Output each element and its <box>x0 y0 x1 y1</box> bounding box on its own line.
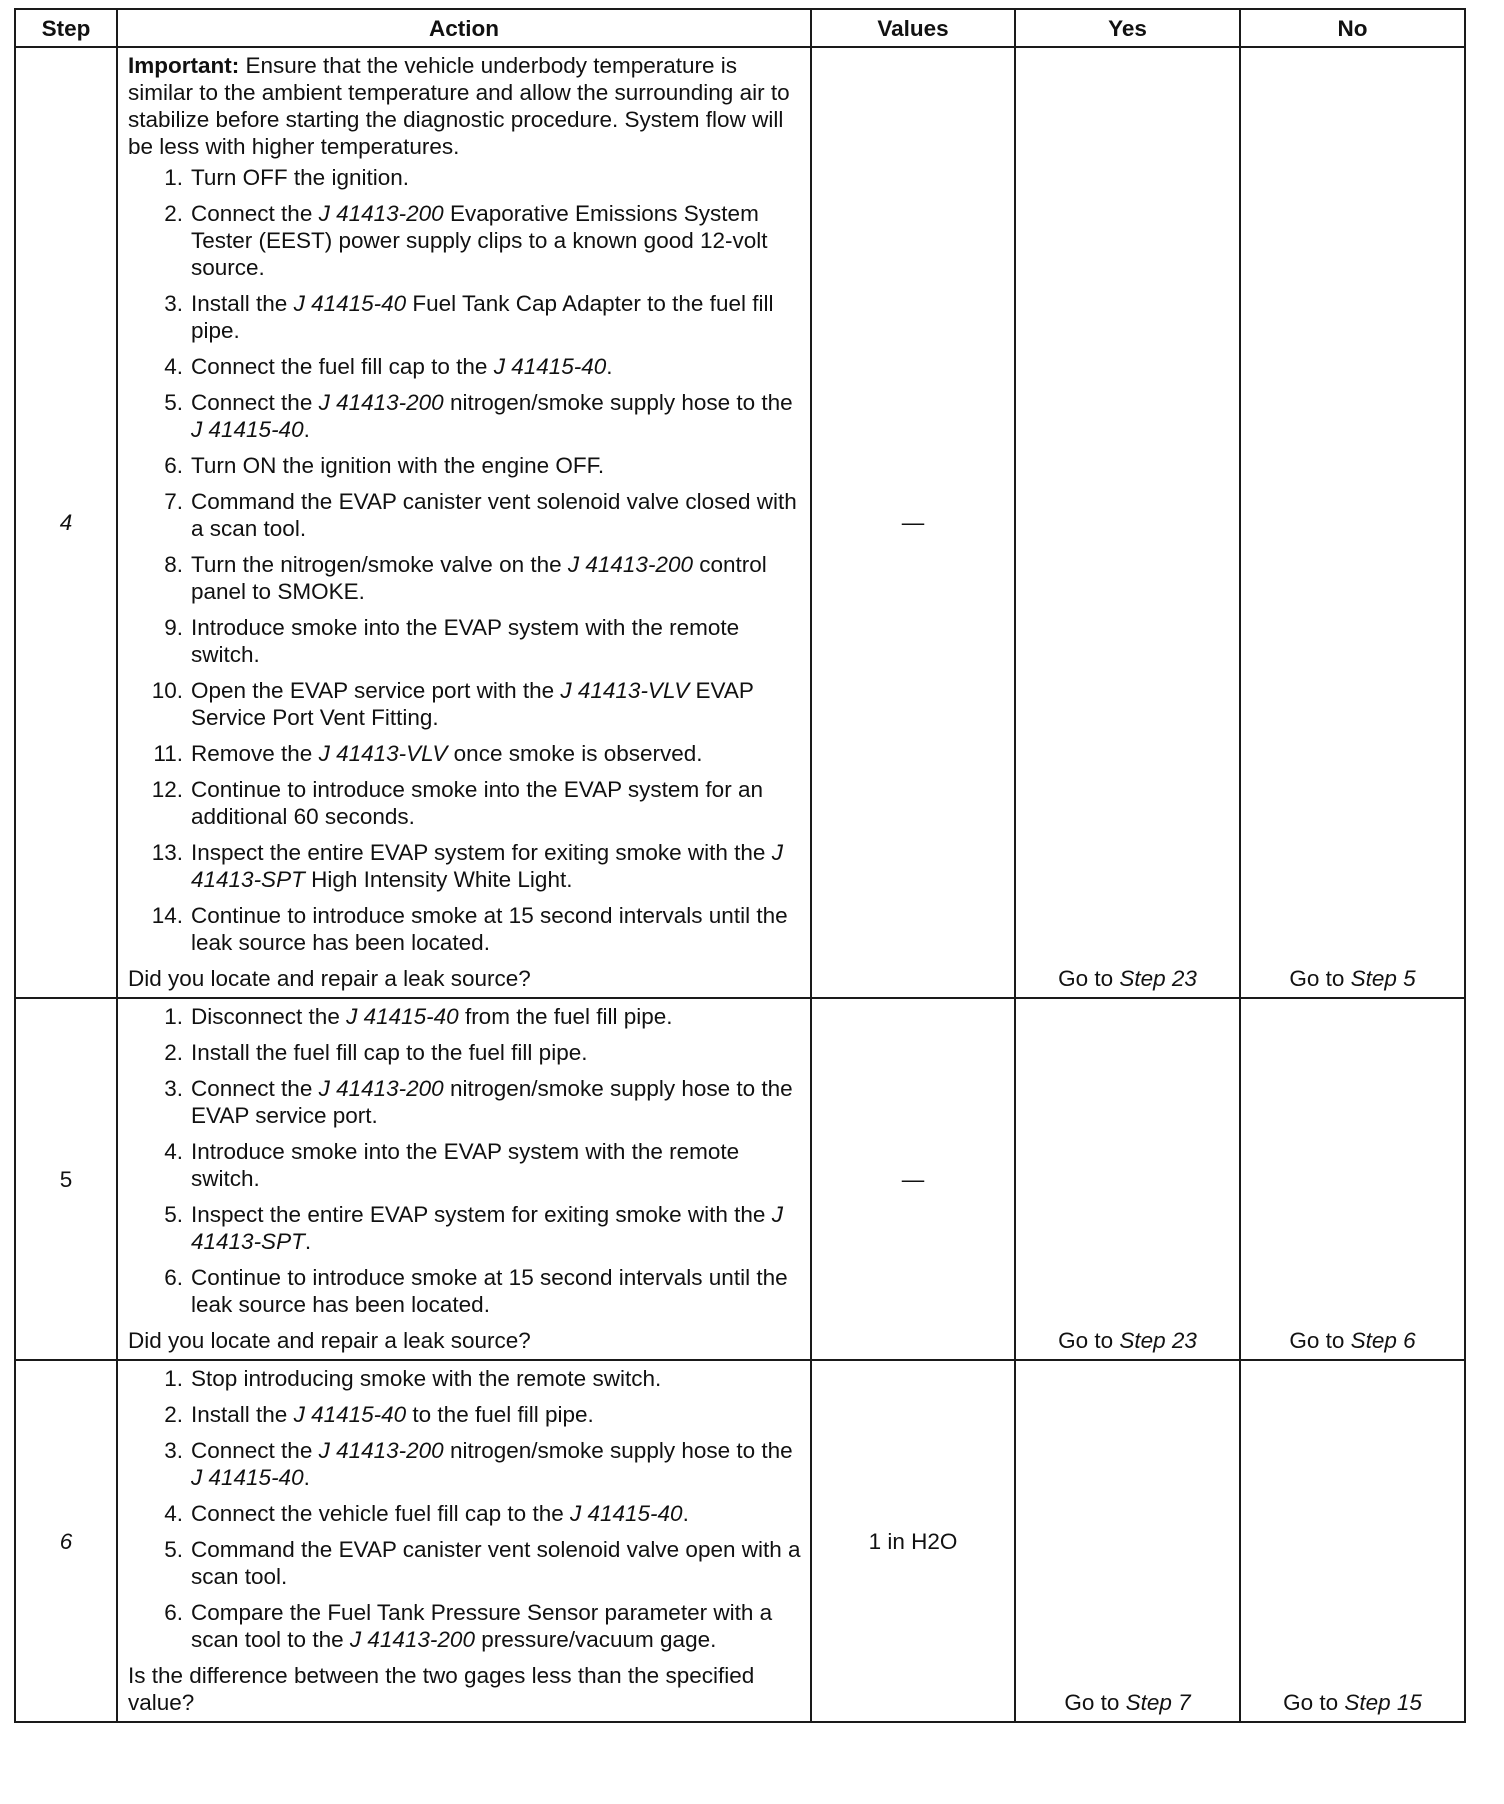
substep-number: 5. <box>164 1537 183 1562</box>
substep <box>128 1138 802 1192</box>
tool-number: J 41415-40 <box>493 354 607 379</box>
tool-number: J 41413-200 <box>318 201 444 226</box>
table-row <box>15 998 1465 1360</box>
no-step-ref[interactable]: Step 15 <box>1344 1690 1422 1715</box>
text-segment: once smoke is observed. <box>447 741 703 766</box>
substep <box>128 1401 802 1428</box>
text-segment: Introduce smoke into the EVAP system with the remote switch. <box>191 1139 740 1191</box>
substep-text <box>191 389 802 443</box>
no-cell <box>1240 1360 1465 1722</box>
substep <box>128 1599 802 1653</box>
substep-text <box>191 902 802 956</box>
text-segment: Command the EVAP canister vent solenoid valve closed with a scan tool. <box>191 489 797 541</box>
substep <box>128 164 802 191</box>
substep-list <box>128 1003 802 1318</box>
substep-list <box>128 164 802 956</box>
substep-number: 5. <box>164 390 183 415</box>
header-yes: Yes <box>1015 9 1240 47</box>
yes-step-ref[interactable]: Step 23 <box>1119 966 1197 991</box>
text-segment: Connect the vehicle fuel fill cap to the <box>191 1501 570 1526</box>
tool-number: J 41413-VLV <box>560 678 690 703</box>
substep <box>128 776 802 830</box>
substep <box>128 1003 802 1030</box>
substep-text <box>191 1437 802 1491</box>
yes-cell <box>1015 47 1240 998</box>
table-row <box>15 1360 1465 1722</box>
text-segment: Open the EVAP service port with the <box>191 678 561 703</box>
text-segment: Inspect the entire EVAP system for exiting smoke with the <box>191 1202 772 1227</box>
text-segment: Compare the Fuel Tank Pressure Sensor parameter with a scan tool to the <box>191 1600 773 1652</box>
substep <box>128 488 802 542</box>
substep-number: 6. <box>164 1600 183 1625</box>
substep-number: 10. <box>151 678 183 703</box>
substep <box>128 839 802 893</box>
text-segment: . <box>303 1465 310 1490</box>
action-cell <box>117 1360 811 1722</box>
action-cell <box>117 998 811 1360</box>
question: Did you locate and repair a leak source? <box>128 1328 531 1353</box>
tool-number: J 41415-40 <box>191 417 304 442</box>
tool-number: J 41413-200 <box>318 1076 444 1101</box>
text-segment: from the fuel fill pipe. <box>458 1004 673 1029</box>
substep-number: 1. <box>164 1004 183 1029</box>
substep <box>128 1264 802 1318</box>
no-step-ref[interactable]: Step 5 <box>1350 966 1416 991</box>
substep-text <box>191 452 802 479</box>
text-segment: . <box>303 417 310 442</box>
substep-number: 5. <box>164 1202 183 1227</box>
substep-number: 1. <box>164 165 183 190</box>
text-segment: Turn OFF the ignition. <box>191 165 410 190</box>
substep-number: 9. <box>164 615 183 640</box>
no-prefix: Go to <box>1289 1328 1351 1353</box>
text-segment: Connect the <box>191 390 319 415</box>
substep-number: 14. <box>151 903 183 928</box>
substep-text <box>191 200 802 281</box>
text-segment: nitrogen/smoke supply hose to the <box>443 1438 793 1463</box>
substep <box>128 452 802 479</box>
no-prefix: Go to <box>1283 1690 1345 1715</box>
substep-number: 2. <box>164 201 183 226</box>
header-action: Action <box>117 9 811 47</box>
tool-number: J 41413-200 <box>567 552 693 577</box>
substep-text <box>191 740 802 767</box>
yes-prefix: Go to <box>1058 966 1120 991</box>
substep-number: 4. <box>164 354 183 379</box>
substep-text <box>191 1039 802 1066</box>
substep-text <box>191 1264 802 1318</box>
no-cell <box>1240 998 1465 1360</box>
substep-text <box>191 1536 802 1590</box>
value-cell: — <box>811 47 1015 998</box>
substep-list <box>128 1365 802 1653</box>
substep <box>128 200 802 281</box>
question: Is the difference between the two gages less than the specified value? <box>128 1663 755 1715</box>
tool-number: J 41415-40 <box>191 1465 304 1490</box>
substep-text <box>191 1599 802 1653</box>
action-cell <box>117 47 811 998</box>
tool-number: J 41413-VLV <box>318 741 448 766</box>
substep-number: 3. <box>164 1438 183 1463</box>
substep-text <box>191 839 802 893</box>
substep-text <box>191 488 802 542</box>
substep-text <box>191 1201 802 1255</box>
text-segment: Turn ON the ignition with the engine OFF. <box>191 453 605 478</box>
substep-number: 7. <box>164 489 183 514</box>
important-text: Ensure that the vehicle underbody temperature is similar to the ambient temperature and allow the surrounding air to stabilize before starting the diagnostic procedure. System flow will be less with higher temperatures. <box>128 53 790 159</box>
substep <box>128 353 802 380</box>
substep-text <box>191 290 802 344</box>
text-segment: Remove the <box>191 741 319 766</box>
text-segment: Install the <box>191 291 294 316</box>
tool-number: J 41415-40 <box>293 1402 407 1427</box>
text-segment: Continue to introduce smoke into the EVAP system for an additional 60 seconds. <box>191 777 763 829</box>
tool-number: J 41413-200 <box>318 390 444 415</box>
tool-number: J 41415-40 <box>346 1004 459 1029</box>
text-segment: Turn the nitrogen/smoke valve on the <box>191 552 568 577</box>
value-cell: 1 in H2O <box>811 1360 1015 1722</box>
text-segment: Disconnect the <box>191 1004 347 1029</box>
substep-number: 4. <box>164 1501 183 1526</box>
tool-number: J 41413-SPT <box>191 840 783 892</box>
text-segment: . <box>304 1229 312 1254</box>
substep-text <box>191 164 802 191</box>
header-row <box>15 9 1465 47</box>
no-prefix: Go to <box>1289 966 1351 991</box>
text-segment: control panel to SMOKE. <box>191 552 767 604</box>
tool-number: J 41413-SPT <box>191 1202 783 1254</box>
header-no: No <box>1240 9 1465 47</box>
substep-number: 1. <box>164 1366 183 1391</box>
substep-text <box>191 1003 802 1030</box>
substep-text <box>191 677 802 731</box>
substep-text <box>191 614 802 668</box>
text-segment: Introduce smoke into the EVAP system with the remote switch. <box>191 615 740 667</box>
step-number: 6 <box>15 1360 117 1722</box>
substep-text <box>191 353 802 380</box>
header-values: Values <box>811 9 1015 47</box>
text-segment: Connect the <box>191 1438 319 1463</box>
substep <box>128 677 802 731</box>
substep <box>128 1039 802 1066</box>
text-segment: Continue to introduce smoke at 15 second intervals until the leak source has been located. <box>191 903 788 955</box>
text-segment: EVAP Service Port Vent Fitting. <box>191 678 754 730</box>
tool-number: J 41413-200 <box>318 1438 444 1463</box>
tool-number: J 41415-40 <box>569 1501 683 1526</box>
substep <box>128 1500 802 1527</box>
substep <box>128 740 802 767</box>
substep-number: 3. <box>164 291 183 316</box>
important-label: Important: <box>128 53 240 78</box>
tool-number: J 41415-40 <box>293 291 407 316</box>
substep-number: 11. <box>153 741 183 766</box>
yes-step-ref[interactable]: Step 23 <box>1119 1328 1197 1353</box>
diagnostic-table <box>14 8 1466 1723</box>
text-segment: Fuel Tank Cap Adapter to the fuel fill pipe. <box>191 291 774 343</box>
yes-step-ref[interactable]: Step 7 <box>1125 1690 1191 1715</box>
header-step: Step <box>15 9 117 47</box>
substep-text <box>191 551 802 605</box>
substep <box>128 551 802 605</box>
substep-text <box>191 776 802 830</box>
substep <box>128 1201 802 1255</box>
text-segment: nitrogen/smoke supply hose to the <box>443 390 793 415</box>
text-segment: Connect the <box>191 1076 319 1101</box>
no-step-ref[interactable]: Step 6 <box>1350 1328 1416 1353</box>
substep <box>128 614 802 668</box>
substep-number: 6. <box>164 1265 183 1290</box>
substep-text <box>191 1075 802 1129</box>
substep-number: 2. <box>164 1040 183 1065</box>
text-segment: . <box>606 354 613 379</box>
substep-text <box>191 1500 802 1527</box>
text-segment: Install the fuel fill cap to the fuel fill pipe. <box>191 1040 588 1065</box>
text-segment: Command the EVAP canister vent solenoid valve open with a scan tool. <box>191 1537 801 1589</box>
substep-number: 6. <box>164 453 183 478</box>
yes-cell <box>1015 1360 1240 1722</box>
yes-prefix: Go to <box>1064 1690 1126 1715</box>
text-segment: Connect the fuel fill cap to the <box>191 354 494 379</box>
text-segment: Stop introducing smoke with the remote switch. <box>191 1366 662 1391</box>
text-segment: to the fuel fill pipe. <box>406 1402 594 1427</box>
substep <box>128 1536 802 1590</box>
substep-text <box>191 1365 802 1392</box>
step-number: 5 <box>15 998 117 1360</box>
tool-number: J 41413-200 <box>349 1627 475 1652</box>
yes-prefix: Go to <box>1058 1328 1120 1353</box>
substep <box>128 1075 802 1129</box>
substep <box>128 290 802 344</box>
substep-number: 2. <box>164 1402 183 1427</box>
substep-number: 13. <box>151 840 183 865</box>
substep-text <box>191 1138 802 1192</box>
substep-number: 12. <box>151 777 183 802</box>
text-segment: nitrogen/smoke supply hose to the EVAP service port. <box>191 1076 793 1128</box>
text-segment: High Intensity White Light. <box>304 867 573 892</box>
substep <box>128 389 802 443</box>
text-segment: Evaporative Emissions System Tester (EEST) power supply clips to a known good 12-volt source. <box>191 201 768 280</box>
text-segment: Connect the <box>191 201 319 226</box>
substep <box>128 1365 802 1392</box>
text-segment: Continue to introduce smoke at 15 second intervals until the leak source has been located. <box>191 1265 788 1317</box>
text-segment: Inspect the entire EVAP system for exiting smoke with the <box>191 840 772 865</box>
substep <box>128 902 802 956</box>
text-segment: . <box>682 1501 689 1526</box>
yes-cell <box>1015 998 1240 1360</box>
substep <box>128 1437 802 1491</box>
table-row <box>15 47 1465 998</box>
no-cell <box>1240 47 1465 998</box>
substep-number: 8. <box>164 552 183 577</box>
substep-number: 3. <box>164 1076 183 1101</box>
text-segment: Install the <box>191 1402 294 1427</box>
step-number: 4 <box>15 47 117 998</box>
value-cell: — <box>811 998 1015 1360</box>
question: Did you locate and repair a leak source? <box>128 966 531 991</box>
substep-text <box>191 1401 802 1428</box>
substep-number: 4. <box>164 1139 183 1164</box>
important-note <box>128 52 802 160</box>
text-segment: pressure/vacuum gage. <box>474 1627 717 1652</box>
